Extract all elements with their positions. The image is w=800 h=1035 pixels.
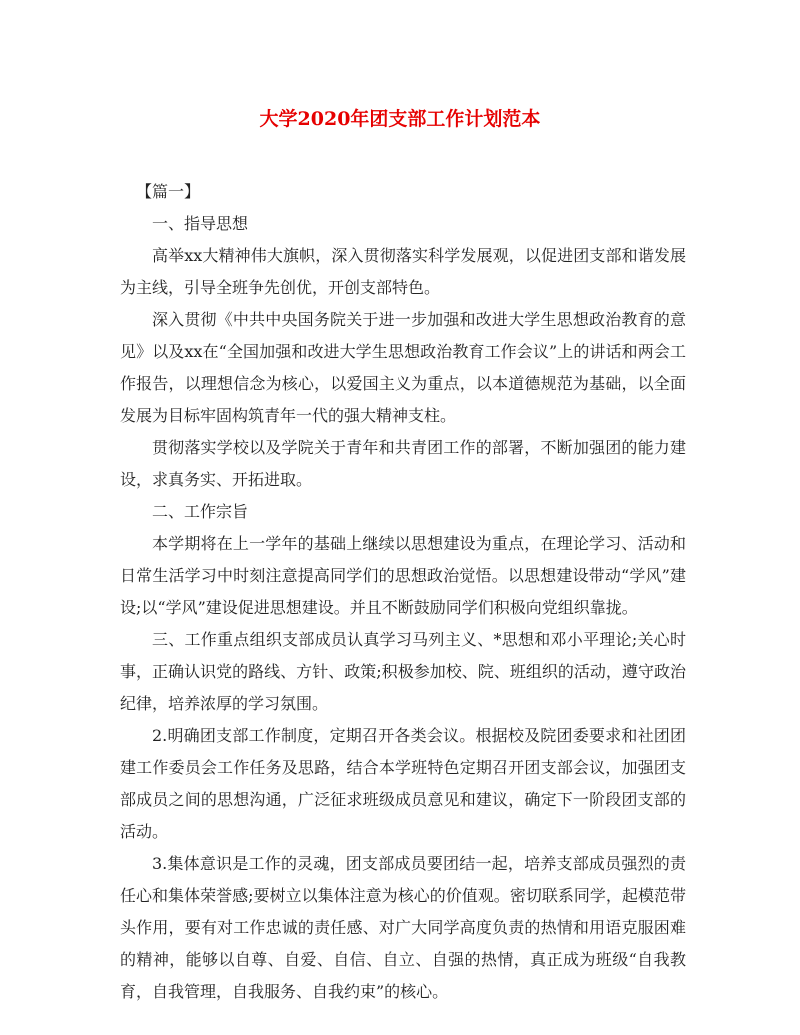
- paragraph-1: 高举xx大精神伟大旗帜，深入贯彻落实科学发展观，以促进团支部和谐发展为主线，引导全班争先创优，开创支部特色。: [120, 246, 686, 297]
- section-label: 【篇一】: [136, 182, 201, 201]
- heading-work-purpose: 二、工作宗旨: [152, 502, 249, 521]
- paragraph-6: 2.明确团支部工作制度，定期召开各类会议。根据校及院团委要求和社团团建工作委员会工作任务及思路，结合本学班特色定期召开团支部会议，加强团支部成员之间的思想沟通，广泛征求班级成员意见和建议，确定下一阶段团支部的活动。: [120, 726, 686, 841]
- heading-guiding-thought: 一、指导思想: [152, 214, 249, 233]
- document-body: [120, 176, 686, 1008]
- paragraph-4: 本学期将在上一学年的基础上继续以思想建设为重点，在理论学习、活动和日常生活学习中时刻注意提高同学们的思想政治觉悟。以思想建设带动“学风”建设;以“学风”建设促进思想建设。并且不断鼓励同学们积极向党组织靠拢。: [120, 534, 686, 617]
- paragraph-2: 深入贯彻《中共中央国务院关于进一步加强和改进大学生思想政治教育的意见》以及xx在“全国加强和改进大学生思想政治教育工作会议”上的讲话和两会工作报告，以理想信念为核心，以爱国主义为重点，以本道德规范为基础，以全面发展为目标牢固构筑青年一代的强大精神支柱。: [120, 310, 686, 425]
- document-title: 大学2020年团支部工作计划范本: [259, 108, 541, 130]
- paragraph-7: 3.集体意识是工作的灵魂，团支部成员要团结一起，培养支部成员强烈的责任心和集体荣誉感;要树立以集体注意为核心的价值观。密切联系同学，起模范带头作用，要有对工作忠诚的责任感、对广大同学高度负责的热情和用语克服困难的精神，能够以自尊、自爱、自信、自立、自强的热情，真正成为班级“自我教育，自我管理，自我服务、自我约束”的核心。: [120, 854, 686, 1001]
- paragraph-3: 贯彻落实学校以及学院关于青年和共青团工作的部署，不断加强团的能力建设，求真务实、开拓进取。: [120, 438, 686, 489]
- paragraph-5: 三、工作重点组织支部成员认真学习马列主义、*思想和邓小平理论;关心时事，正确认识党的路线、方针、政策;积极参加校、院、班组织的活动，遵守政治纪律，培养浓厚的学习氛围。: [120, 630, 686, 713]
